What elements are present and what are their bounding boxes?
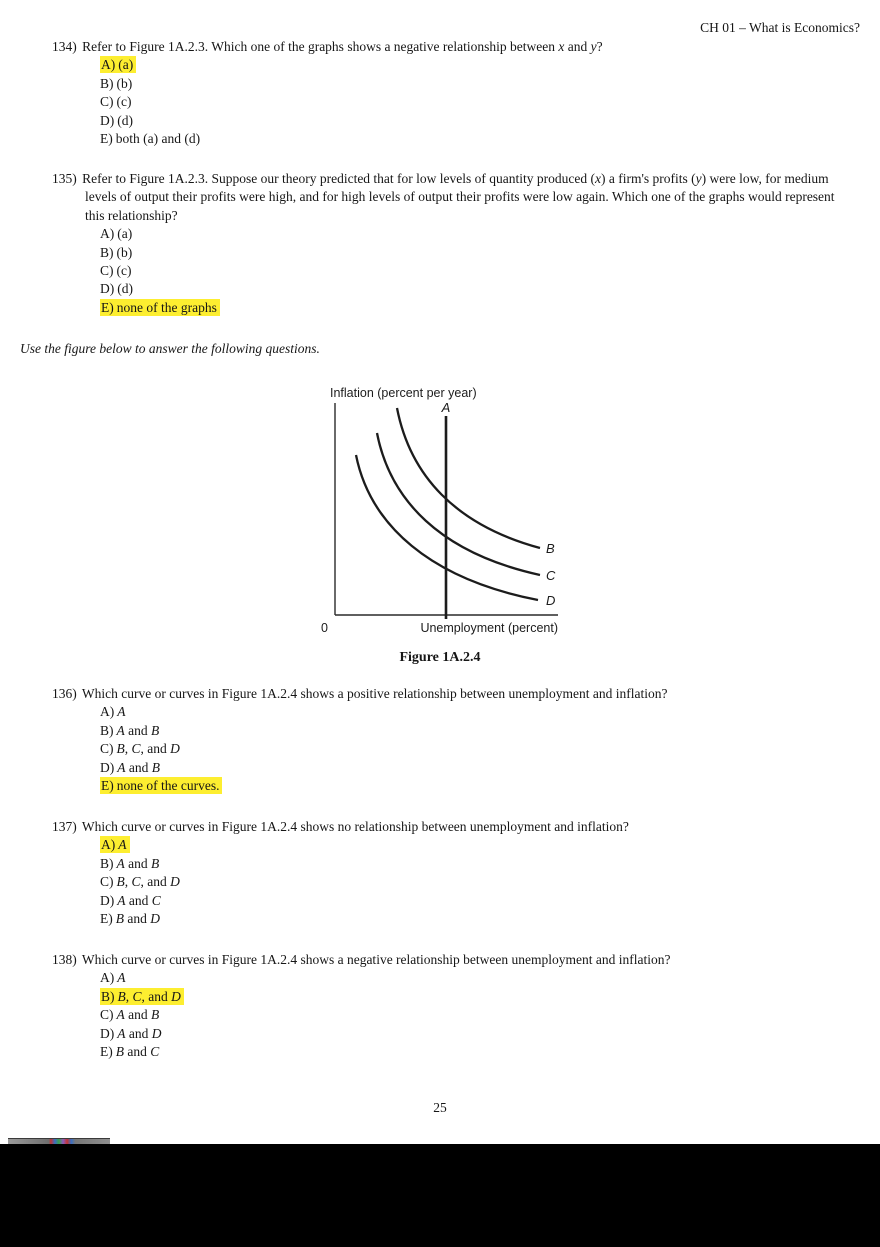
option-inner <box>100 56 136 73</box>
option-inner <box>100 1044 159 1059</box>
option-inner <box>100 856 159 871</box>
question-body: Which curve or curves in Figure 1A.2.4 shows a positive relationship between unemployment and inflation? <box>81 686 668 701</box>
options-list <box>100 225 856 317</box>
option-inner <box>100 893 161 908</box>
option-text: (b) <box>116 75 133 91</box>
option-row <box>100 56 856 74</box>
option-row <box>100 703 856 721</box>
option-text: A <box>117 970 126 986</box>
option-text: A <box>118 837 127 853</box>
option-label: E) <box>100 911 113 927</box>
instruction-note: Use the figure below to answer the following questions. <box>20 341 320 356</box>
curve-b <box>397 408 540 548</box>
footer-black-bar <box>0 1144 880 1247</box>
option-inner <box>100 970 126 985</box>
option-inner <box>100 760 160 775</box>
option-row <box>100 1025 856 1043</box>
curve-a-label: A <box>441 400 451 415</box>
option-inner <box>100 1007 159 1022</box>
question-text <box>52 170 856 225</box>
option-inner <box>100 245 132 260</box>
option-label: C) <box>100 874 114 890</box>
option-label: B) <box>101 988 115 1004</box>
option-text: B and C <box>115 1044 160 1060</box>
question-136 <box>52 685 856 795</box>
option-label: B) <box>100 855 114 871</box>
option-label: B) <box>100 244 114 260</box>
option-text: B, C, and D <box>116 741 180 757</box>
option-label: D) <box>100 112 115 128</box>
question-135 <box>52 170 856 317</box>
option-label: A) <box>100 704 115 720</box>
option-label: D) <box>100 759 115 775</box>
option-inner <box>100 131 200 146</box>
option-text: A and B <box>116 1007 160 1023</box>
curve-b-label: B <box>546 541 555 556</box>
option-label: C) <box>100 741 114 757</box>
option-row <box>100 988 856 1006</box>
option-text: none of the curves. <box>116 778 220 794</box>
option-inner <box>100 988 184 1005</box>
option-text: A and B <box>117 759 160 775</box>
question-body: Refer to Figure 1A.2.3. Which one of the graphs shows a negative relationship between x and y? <box>82 39 603 54</box>
option-text: none of the graphs <box>116 299 217 315</box>
option-inner <box>100 1026 162 1041</box>
option-row <box>100 892 856 910</box>
question-137 <box>52 818 856 928</box>
question-text <box>52 818 856 836</box>
option-label: E) <box>101 778 114 794</box>
option-row <box>100 225 856 243</box>
option-row <box>100 777 856 795</box>
option-row <box>100 722 856 740</box>
option-inner <box>100 113 133 128</box>
curve-d-label: D <box>546 593 556 608</box>
option-label: A) <box>100 970 115 986</box>
option-row <box>100 910 856 928</box>
option-label: D) <box>100 892 115 908</box>
option-label: A) <box>100 226 115 242</box>
option-label: A) <box>101 837 116 853</box>
option-text: both (a) and (d) <box>115 131 201 147</box>
option-row <box>100 873 856 891</box>
option-label: D) <box>100 281 115 297</box>
question-body: Refer to Figure 1A.2.3. Suppose our theory predicted that for low levels of quantity produced (x) a firm's profits (y) were low, for medium levels of output their profits were high, and for high levels of output their profits were low again. Which one of the graphs would represent this relationship? <box>82 171 835 223</box>
x-axis-label: Unemployment (percent) <box>420 621 558 635</box>
option-inner <box>100 226 132 241</box>
option-inner <box>100 263 131 278</box>
options-list <box>100 703 856 795</box>
option-text: B, C, and D <box>117 988 181 1004</box>
curve-c <box>377 433 540 575</box>
option-text: (a) <box>118 57 134 73</box>
question-134 <box>52 38 856 148</box>
curve-c-label: C <box>546 568 556 583</box>
option-text: A and C <box>117 892 161 908</box>
question-body: Which curve or curves in Figure 1A.2.4 shows a negative relationship between unemployment and inflation? <box>81 952 671 967</box>
option-inner <box>100 94 131 109</box>
question-138 <box>52 951 856 1061</box>
option-inner <box>100 874 180 889</box>
option-row <box>100 969 856 987</box>
option-text: (d) <box>117 112 133 128</box>
option-label: C) <box>100 263 114 279</box>
option-text: (c) <box>116 94 132 110</box>
option-row <box>100 855 856 873</box>
option-row <box>100 112 856 130</box>
option-row <box>100 836 856 854</box>
origin-label: 0 <box>321 621 328 635</box>
option-row <box>100 262 856 280</box>
y-axis-label: Inflation (percent per year) <box>330 386 477 400</box>
option-row <box>100 280 856 298</box>
option-row <box>100 740 856 758</box>
option-row <box>100 93 856 111</box>
option-inner <box>100 741 180 756</box>
option-row <box>100 759 856 777</box>
option-label: E) <box>101 299 114 315</box>
question-text <box>52 685 856 703</box>
option-text: A and B <box>116 855 160 871</box>
option-inner <box>100 911 160 926</box>
option-text: (c) <box>116 263 132 279</box>
option-inner <box>100 723 159 738</box>
figure-svg <box>313 383 575 643</box>
option-label: D) <box>100 1025 115 1041</box>
option-label: C) <box>100 94 114 110</box>
question-text <box>52 38 856 56</box>
option-text: (b) <box>116 244 133 260</box>
question-number: 137) <box>52 819 77 834</box>
option-row <box>100 75 856 93</box>
option-text: B and D <box>115 911 160 927</box>
figure-caption: Figure 1A.2.4 <box>399 650 481 665</box>
option-text: (a) <box>117 226 133 242</box>
option-row <box>100 1006 856 1024</box>
option-inner <box>100 299 220 316</box>
option-text: (d) <box>117 281 133 297</box>
option-label: C) <box>100 1007 114 1023</box>
page-header: CH 01 – What is Economics? <box>700 20 860 35</box>
page-number: 25 <box>433 1100 447 1115</box>
question-number: 135) <box>52 171 77 186</box>
option-inner <box>100 281 133 296</box>
option-text: A and D <box>117 1025 162 1041</box>
options-list <box>100 836 856 928</box>
option-label: E) <box>100 1044 113 1060</box>
option-inner <box>100 836 130 853</box>
option-text: A and B <box>116 722 160 738</box>
option-text: B, C, and D <box>116 874 180 890</box>
option-label: B) <box>100 722 114 738</box>
question-number: 136) <box>52 686 77 701</box>
option-label: E) <box>100 131 113 147</box>
question-text <box>52 951 856 969</box>
figure-chart <box>313 383 575 643</box>
option-label: A) <box>101 57 116 73</box>
option-row <box>100 130 856 148</box>
options-list <box>100 56 856 148</box>
option-row <box>100 244 856 262</box>
question-body: Which curve or curves in Figure 1A.2.4 shows no relationship between unemployment and inflation? <box>81 819 629 834</box>
options-list <box>100 969 856 1061</box>
option-inner <box>100 76 132 91</box>
question-number: 138) <box>52 952 77 967</box>
question-number: 134) <box>52 39 77 54</box>
option-inner <box>100 704 126 719</box>
option-row <box>100 299 856 317</box>
option-label: B) <box>100 75 114 91</box>
option-inner <box>100 777 222 794</box>
option-row <box>100 1043 856 1061</box>
option-text: A <box>117 704 126 720</box>
